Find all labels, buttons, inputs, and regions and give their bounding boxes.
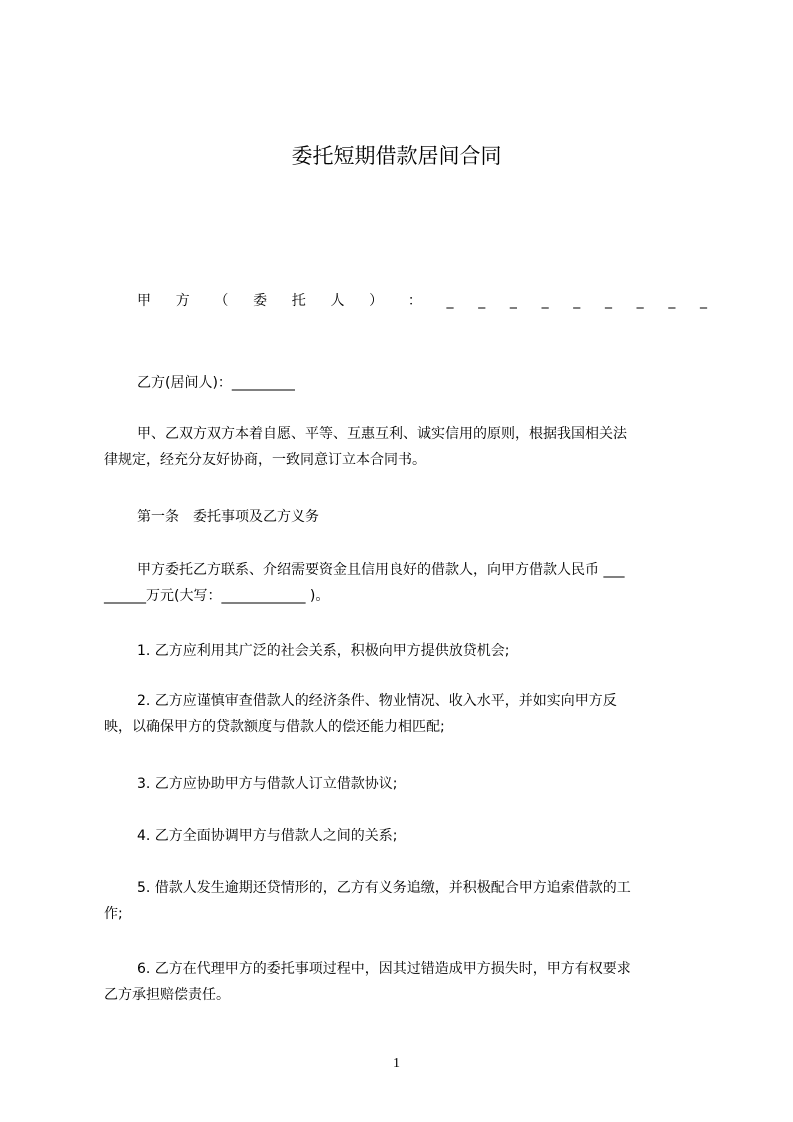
item-2-line: 映，以确保甲方的贷款额度与借款人的偿还能力相匹配;	[104, 719, 445, 735]
article1-line: 甲方委托乙方联系、介绍需要资金且信用良好的借款人，向甲方借款人民币 ___	[137, 562, 625, 578]
item-5-line: 作;	[104, 906, 123, 922]
item-6	[104, 956, 708, 1008]
article1-heading: 第一条 委托事项及乙方义务	[137, 509, 319, 525]
party-a-char: 委	[253, 293, 268, 309]
article1-body	[104, 557, 708, 609]
party-a-blank: _	[700, 293, 707, 309]
party-a-char: 托	[291, 293, 306, 309]
item-4: 4. 乙方全面协调甲方与借款人之间的关系;	[137, 828, 398, 844]
party-a-blank: _	[509, 293, 517, 309]
article1-line: ______万元(大写：____________ )。	[104, 588, 330, 604]
party-a-blank: _	[573, 293, 581, 309]
party-a-char: 方	[175, 293, 190, 309]
party-a-blank: _	[604, 293, 612, 309]
item-2-line: 2. 乙方应谨慎审查借款人的经济条件、物业情况、收入水平，并如实向甲方反	[137, 693, 617, 709]
party-a-blank: _	[668, 293, 676, 309]
party-b-line: 乙方(居间人)：_________	[137, 375, 295, 391]
party-a-blank: _	[478, 293, 486, 309]
party-a-line	[137, 290, 707, 310]
intro-line: 律规定，经充分友好协商，一致同意订立本合同书。	[104, 452, 426, 468]
intro-paragraph	[104, 421, 708, 473]
page-number: 1	[393, 1056, 400, 1071]
party-a-blank: _	[636, 293, 644, 309]
party-a-blank: _	[541, 293, 549, 309]
party-a-char: ）	[369, 293, 384, 309]
item-6-line: 6. 乙方在代理甲方的委托事项过程中，因其过错造成甲方损失时，甲方有权要求	[137, 961, 631, 977]
item-5	[104, 875, 708, 927]
item-1: 1. 乙方应利用其广泛的社会关系，积极向甲方提供放贷机会;	[137, 643, 510, 659]
item-5-line: 5. 借款人发生逾期还贷情形的，乙方有义务追缴，并积极配合甲方追索借款的工	[137, 880, 631, 896]
party-a-blank: _	[446, 293, 454, 309]
contract-title: 委托短期借款居间合同	[291, 144, 502, 168]
party-a-char: ：	[407, 293, 422, 309]
party-a-char: （	[214, 293, 229, 309]
item-3: 3. 乙方应协助甲方与借款人订立借款协议;	[137, 776, 398, 792]
item-6-line: 乙方承担赔偿责任。	[104, 987, 230, 1003]
party-a-char: 甲	[137, 293, 151, 309]
intro-line: 甲、乙双方双方本着自愿、平等、互惠互利、诚实信用的原则，根据我国相关法	[137, 426, 627, 442]
party-a-char: 人	[330, 293, 345, 309]
item-2	[104, 688, 708, 740]
